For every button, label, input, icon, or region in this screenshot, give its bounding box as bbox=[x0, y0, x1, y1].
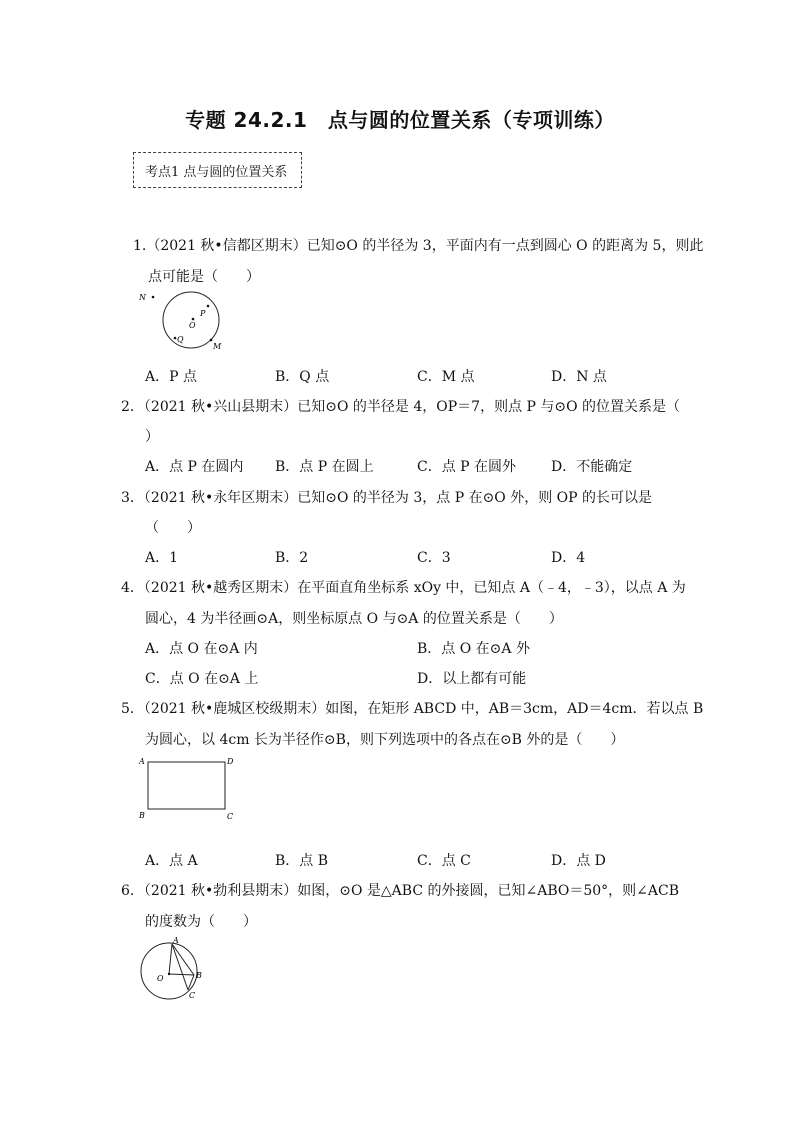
q3-option-d: D．4 bbox=[551, 550, 586, 566]
question-3-line-1: 3．（2021 秋•永年区期末）已知⊙O 的半径为 3，点 P 在⊙O 外，则 OP 的长可以是 bbox=[121, 490, 653, 506]
point-o bbox=[192, 318, 195, 321]
label-o: O bbox=[189, 321, 196, 330]
question-6-figure bbox=[135, 934, 215, 1006]
q1-option-d: D．N 点 bbox=[551, 369, 607, 385]
point-p bbox=[207, 305, 210, 308]
q4-option-b: B．点 O 在⊙A 外 bbox=[417, 641, 530, 657]
q4-option-d: D．以上都有可能 bbox=[417, 671, 527, 687]
segment-ab bbox=[172, 944, 194, 975]
question-4-line-2: 圆心，4 为半径画⊙A，则坐标原点 O 与⊙A 的位置关系是（ ） bbox=[145, 611, 563, 627]
question-5-line-1: 5．（2021 秋•鹿城区校级期末）如图，在矩形 ABCD 中，AB＝3cm，AD＝4cm．若以点 B bbox=[121, 701, 704, 717]
label-p: P bbox=[200, 309, 206, 318]
point-o bbox=[168, 973, 170, 975]
label-c: C bbox=[227, 812, 234, 821]
point-q bbox=[174, 337, 177, 340]
label-n: N bbox=[139, 293, 146, 302]
question-1-line-2: 点可能是（ ） bbox=[148, 269, 260, 285]
q4-option-a: A．点 O 在⊙A 内 bbox=[145, 641, 258, 657]
label-c: C bbox=[189, 991, 196, 1000]
q2-option-b: B．点 P 在圆上 bbox=[275, 459, 374, 475]
label-a: A bbox=[173, 936, 179, 945]
q5-option-b: B．点 B bbox=[275, 853, 329, 869]
page-title: 专题 24.2.1 点与圆的位置关系（专项训练） bbox=[185, 108, 615, 132]
label-a: A bbox=[139, 757, 145, 766]
q1-option-b: B．Q 点 bbox=[275, 369, 330, 385]
section-heading: 考点1 点与圆的位置关系 bbox=[145, 165, 288, 180]
segment-ac bbox=[172, 944, 188, 990]
label-m: M bbox=[213, 342, 222, 351]
segment-oa bbox=[169, 944, 172, 974]
question-2-line-1: 2．（2021 秋•兴山县期末）已知⊙O 的半径是 4，OP＝7，则点 P 与⊙O 的位置关系是（ bbox=[121, 399, 681, 415]
point-m bbox=[210, 339, 213, 342]
label-b: B bbox=[196, 971, 202, 980]
q4-option-c: C．点 O 在⊙A 上 bbox=[145, 671, 259, 687]
q3-option-a: A．1 bbox=[145, 550, 179, 566]
label-o: O bbox=[157, 974, 164, 983]
question-5-line-2: 为圆心，以 4cm 长为半径作⊙B，则下列选项中的各点在⊙B 外的是（ ） bbox=[145, 732, 625, 748]
question-4-line-1: 4．（2021 秋•越秀区期末）在平面直角坐标系 xOy 中，已知点 A（﹣4，﹣3），以点 A 为 bbox=[121, 580, 686, 596]
question-6-line-1: 6．（2021 秋•勃利县期末）如图，⊙O 是△ABC 的外接圆，已知∠ABO＝50°，则∠ACB bbox=[121, 883, 680, 899]
label-b: B bbox=[139, 811, 145, 820]
segment-ob bbox=[169, 974, 194, 975]
label-q: Q bbox=[177, 335, 184, 344]
question-3-line-2: （ ） bbox=[145, 520, 201, 536]
rectangle-abcd bbox=[148, 762, 225, 809]
q5-option-d: D．点 D bbox=[551, 853, 606, 869]
question-5-figure bbox=[135, 752, 245, 824]
question-2-line-2: ） bbox=[145, 429, 159, 445]
q2-option-d: D．不能确定 bbox=[551, 459, 633, 475]
point-n bbox=[152, 296, 155, 299]
question-1-line-1: 1.（2021 秋•信都区期末）已知⊙O 的半径为 3，平面内有一点到圆心 O 的距离为 5，则此 bbox=[133, 238, 704, 254]
label-d: D bbox=[227, 757, 234, 766]
q1-option-a: A．P 点 bbox=[145, 369, 197, 385]
q3-option-b: B．2 bbox=[275, 550, 309, 566]
q2-option-a: A．点 P 在圆内 bbox=[145, 459, 244, 475]
q2-option-c: C．点 P 在圆外 bbox=[417, 459, 517, 475]
question-1-figure bbox=[135, 288, 235, 358]
q3-option-c: C．3 bbox=[417, 550, 451, 566]
q1-option-c: C．M 点 bbox=[417, 369, 475, 385]
q5-option-a: A．点 A bbox=[145, 853, 198, 869]
q5-option-c: C．点 C bbox=[417, 853, 471, 869]
question-6-line-2: 的度数为（ ） bbox=[145, 914, 257, 930]
